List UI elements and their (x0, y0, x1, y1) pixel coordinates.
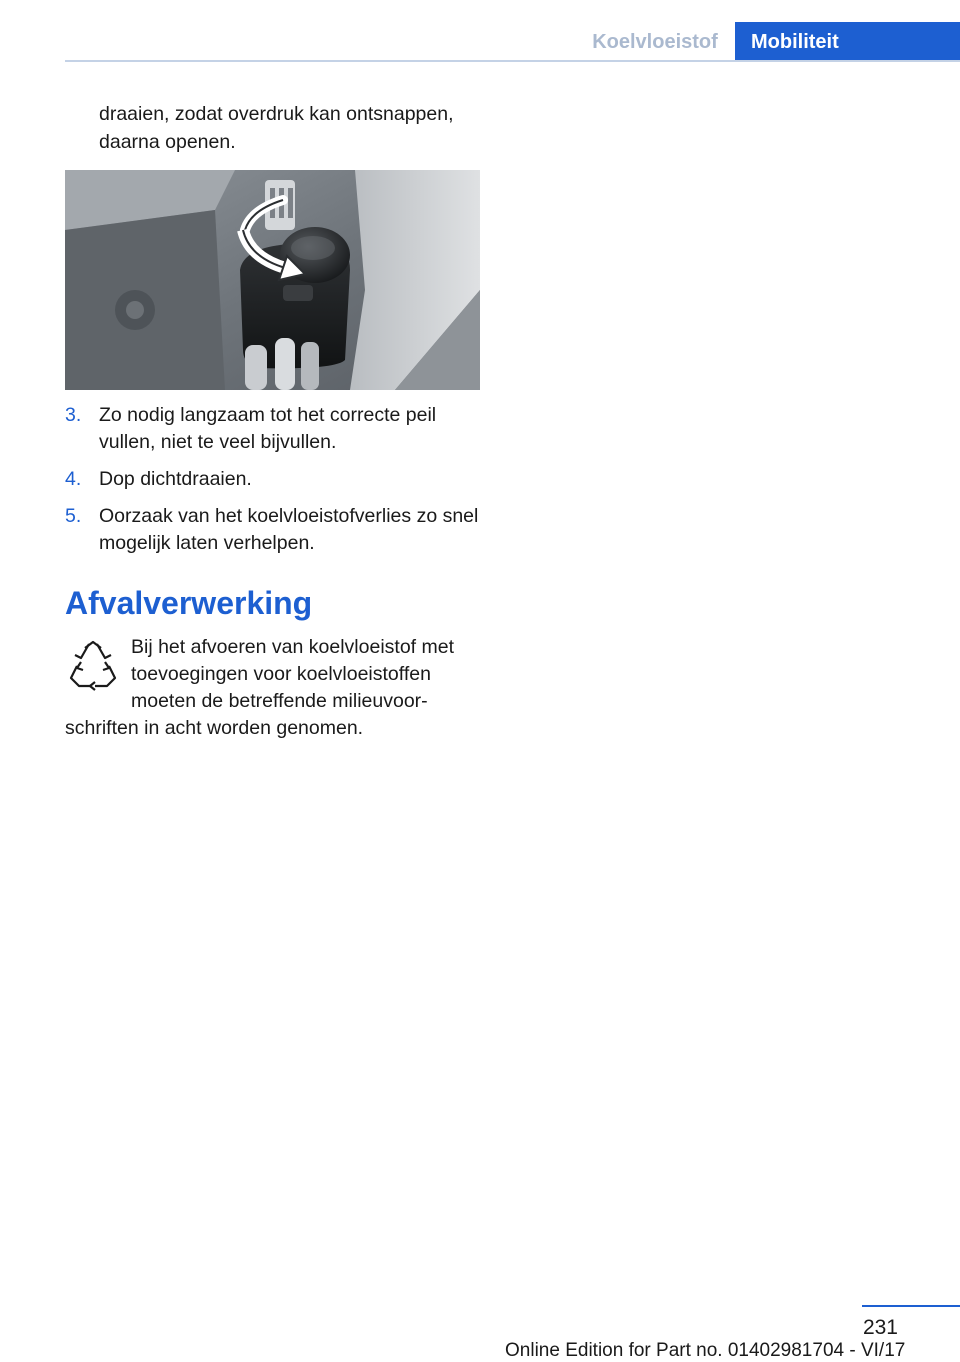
step-number: 3. (65, 404, 82, 426)
header-section-label: Koelvloeistof (592, 30, 718, 53)
step-list (65, 402, 480, 567)
coolant-reservoir-illustration (65, 170, 480, 390)
list-item (65, 402, 480, 456)
header-chapter-label: Mobiliteit (735, 22, 960, 62)
coolant-cap-figure (65, 170, 480, 390)
page-number: 231 (862, 1316, 898, 1339)
step-number: 4. (65, 468, 82, 490)
footer-divider (862, 1305, 960, 1307)
intro-paragraph: draaien, zodat overdruk kan ontsnappen, daarna openen. (99, 103, 454, 153)
step-text: Dop dichtdraaien. (99, 468, 252, 490)
list-item (65, 503, 480, 557)
step-text: Zo nodig langzaam tot het correcte peil vullen, niet te veel bijvullen. (99, 404, 437, 453)
disposal-note-text: Bij het afvoeren van koelvloeistof met toevoegingen voor koelvloeistoffen moeten de betreffende milieuvoorschriften in acht worden genomen. (65, 636, 455, 739)
header-divider (65, 60, 960, 62)
footer-edition: Online Edition for Part no. 01402981704 - VI/17 (505, 1340, 906, 1361)
disposal-note (65, 634, 480, 742)
step-text: Oorzaak van het koelvloeistofverlies zo snel mogelijk laten verhelpen. (99, 505, 479, 554)
page-header (0, 22, 960, 62)
section-title: Afvalverwerking (65, 585, 313, 621)
list-item (65, 466, 480, 493)
step-number: 5. (65, 505, 82, 527)
